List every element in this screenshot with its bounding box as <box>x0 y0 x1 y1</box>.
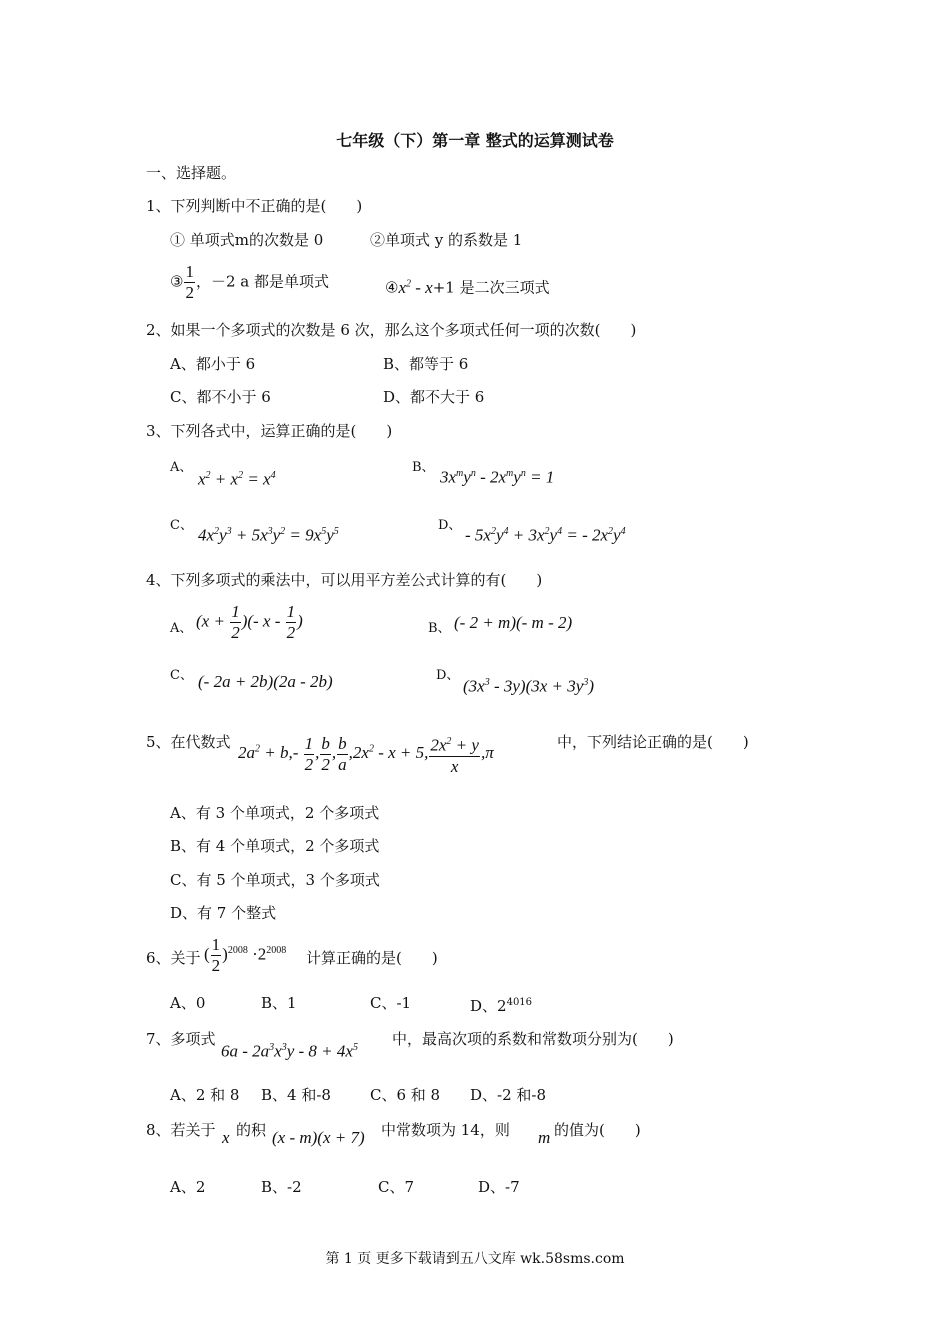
q1-s3-fraction <box>184 262 195 303</box>
q4-stem: 4、下列多项式的乘法中，可以用平方差公式计算的有( ) <box>146 571 543 589</box>
q6-option-c[interactable]: C、-1 <box>370 994 412 1012</box>
q8-variable-x: x <box>222 1128 230 1147</box>
q2-option-c[interactable]: C、都不小于 6 <box>170 388 271 406</box>
q1-stem: 1、下列判断中不正确的是( ) <box>146 197 363 215</box>
q3-option-b-formula: $3x^my^n - 2x^my^n = 1$ <box>440 467 555 487</box>
q3-option-c-formula: $4x^2y^3 + 5x^3y^2 = 9x^5y^5$ <box>198 525 339 545</box>
q4-option-a-label[interactable]: A、 <box>170 621 193 636</box>
q6-stem-suffix: 计算正确的是( ) <box>306 949 438 967</box>
q1-s3-prefix: ③ <box>170 272 184 291</box>
q8-variable-m: m <box>538 1128 551 1147</box>
q3-option-b-label[interactable]: B、 <box>412 460 435 475</box>
q7-option-d[interactable]: D、-2 和-8 <box>470 1086 547 1104</box>
section-heading: 一、选择题。 <box>146 164 237 182</box>
q3-option-d-formula: - $5x^2y^4 + 3x^2y^4$ = - $2x^2y^4$ <box>465 525 626 545</box>
q5-option-c[interactable]: C、有 5 个单项式，3 个多项式 <box>170 871 380 889</box>
q3-option-c-label[interactable]: C、 <box>170 518 193 533</box>
q8-stem-prefix: 8、若关于 <box>146 1121 216 1139</box>
q6-option-d-exponent: 4016 <box>506 997 533 1008</box>
q5-option-a[interactable]: A、有 3 个单项式，2 个多项式 <box>170 804 380 822</box>
q6-option-d-base: D、2 <box>470 997 507 1015</box>
q8-option-c[interactable]: C、7 <box>378 1178 415 1196</box>
q1-statement-4 <box>385 274 550 298</box>
fraction-denominator: 2 <box>185 283 194 302</box>
q3-option-d-label[interactable]: D、 <box>438 518 462 533</box>
q2-stem: 2、如果一个多项式的次数是 6 次，那么这个多项式任何一项的次数( ) <box>146 321 637 339</box>
q6-expression: ( $\frac{1}{2}$ )$^{2008} \cdot 2^{2008}$ <box>204 935 287 975</box>
q2-option-b[interactable]: B、都等于 6 <box>383 355 469 373</box>
q4-option-c-formula: (- 2a + 2b)(2a - 2b) <box>198 672 333 691</box>
q4-option-b-label[interactable]: B、 <box>428 621 451 636</box>
q4-option-a-formula: (x + $\frac{1}{2}$ )(- x - $\frac{1}{2}$ ) <box>196 602 303 642</box>
q7-stem-prefix: 7、多项式 <box>146 1030 216 1048</box>
q7-option-b[interactable]: B、4 和-8 <box>261 1086 331 1104</box>
q1-s4-formula: $x^2$ - x <box>398 277 433 297</box>
q7-polynomial: $6a - 2a^3x^3y - 8 + 4x^5$ <box>221 1041 358 1061</box>
q7-option-a[interactable]: A、2 和 8 <box>170 1086 240 1104</box>
fraction-numerator: 1 <box>185 262 194 281</box>
q5-option-d[interactable]: D、有 7 个整式 <box>170 904 277 922</box>
q8-stem-mid1: 的积 <box>236 1121 267 1139</box>
q2-option-a[interactable]: A、都小于 6 <box>170 355 256 373</box>
q7-stem-suffix: 中，最高次项的系数和常数项分别为( ) <box>392 1030 674 1048</box>
q3-option-a-formula: $x^2 + x^2 = x^4$ <box>198 469 276 489</box>
q1-s3-rest: ，－2 a 都是单项式 <box>195 272 329 291</box>
q8-option-d[interactable]: D、-7 <box>478 1178 520 1196</box>
q6-stem-prefix: 6、关于 <box>146 949 201 967</box>
q6-option-d[interactable] <box>470 993 532 1016</box>
q3-option-a-label[interactable]: A、 <box>170 460 193 475</box>
q6-option-a[interactable]: A、0 <box>170 994 206 1012</box>
q5-option-b[interactable]: B、有 4 个单项式，2 个多项式 <box>170 837 380 855</box>
q8-option-b[interactable]: B、-2 <box>261 1178 302 1196</box>
page-footer: 第 1 页 更多下载请到五八文库 wk.58sms.com <box>325 1251 625 1267</box>
q1-statement-2: ②单项式 y 的系数是 1 <box>370 231 523 249</box>
q1-s4-prefix: ④ <box>385 278 399 297</box>
q7-option-c[interactable]: C、6 和 8 <box>370 1086 441 1104</box>
q4-option-d-label[interactable]: D、 <box>436 668 460 683</box>
q5-stem-prefix: 5、在代数式 <box>146 733 231 751</box>
q6-option-b[interactable]: B、1 <box>261 994 297 1012</box>
q1-s4-rest: +1 是二次三项式 <box>432 278 550 297</box>
page-title: 七年级（下）第一章 整式的运算测试卷 <box>336 131 614 150</box>
q5-expression-list: $2a^2 + b,-$ $\frac{1}{2}$ , $\frac{b}{2}$ , $\frac{b}{a}$ $,2x^2 - x + 5$, $\frac{2x^2 + y}{x}$ ,π <box>238 733 494 776</box>
q1-statement-3 <box>170 262 329 303</box>
q8-option-a[interactable]: A、2 <box>170 1178 206 1196</box>
q8-product: (x - m)(x + 7) <box>272 1128 365 1147</box>
q2-option-d[interactable]: D、都不大于 6 <box>383 388 485 406</box>
q8-stem-suffix: 的值为( ) <box>554 1121 641 1139</box>
q4-option-c-label[interactable]: C、 <box>170 668 193 683</box>
q4-option-d-formula: $(3x^3 - 3y)(3x + 3y^3)$ <box>463 676 594 696</box>
q4-option-b-formula: (- 2 + m)(- m - 2) <box>454 613 573 632</box>
q8-stem-mid2: 中常数项为 14，则 <box>381 1121 510 1139</box>
q5-stem-suffix: 中，下列结论正确的是( ) <box>557 733 749 751</box>
q3-stem: 3、下列各式中，运算正确的是( ) <box>146 422 393 440</box>
q1-statement-1: ① 单项式m的次数是 0 <box>170 231 324 249</box>
